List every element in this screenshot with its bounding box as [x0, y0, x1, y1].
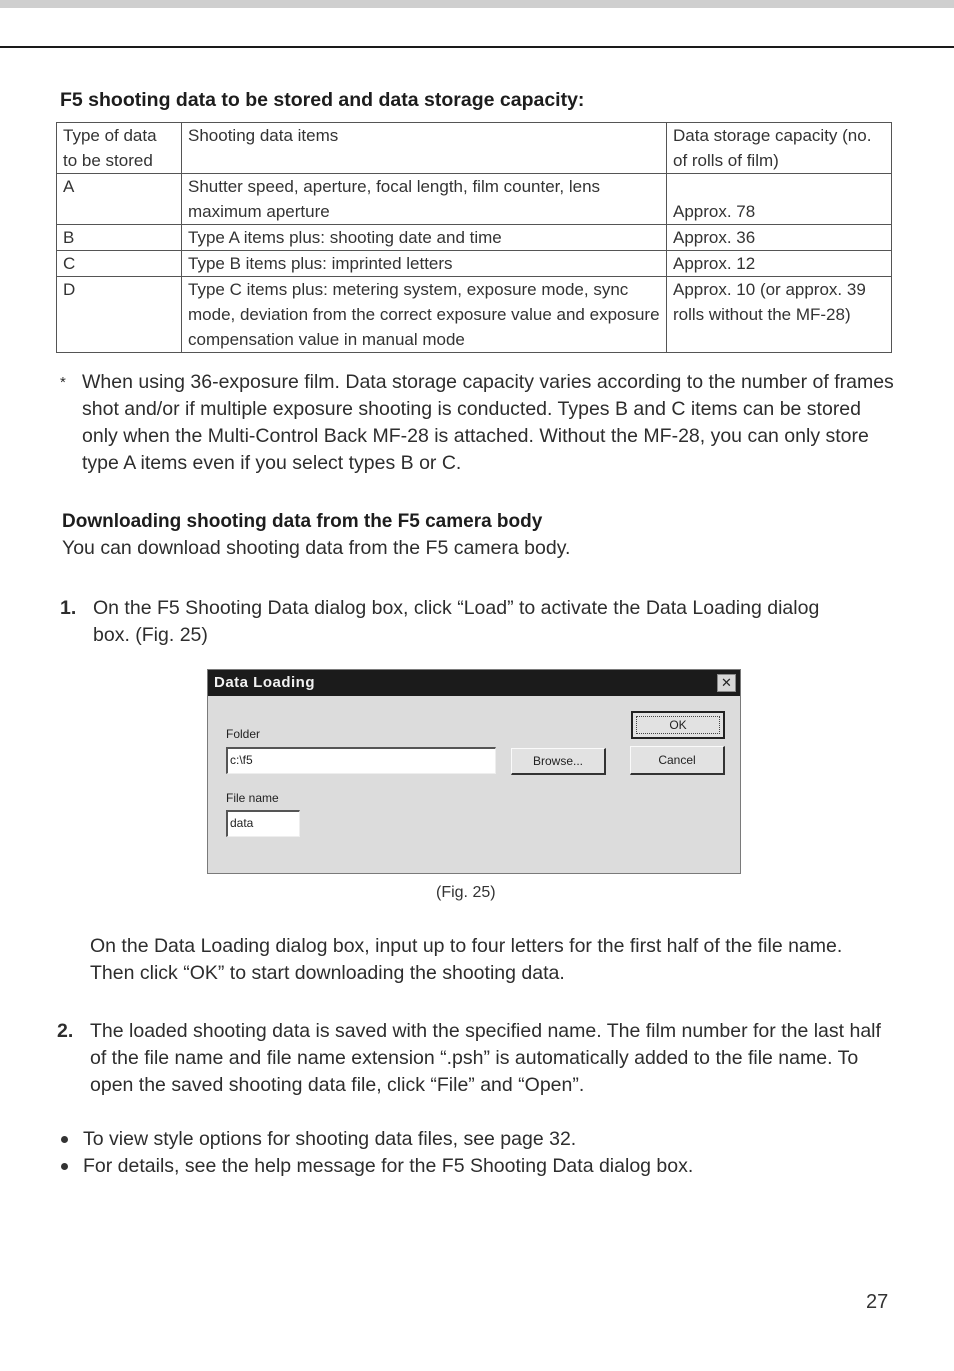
top-edge-strip [0, 0, 954, 8]
page-number: 27 [866, 1291, 889, 1313]
row-type: A [57, 174, 182, 225]
table-header-row [57, 123, 892, 174]
step-text: The loaded shooting data is saved with the specified name. The film number for the last half of the file name and file name extension “.psh” is automatically added to the file name. To open the saved shooting data file, click “File” and “Open”. [90, 1020, 881, 1096]
followup-text: On the Data Loading dialog box, input up to four letters for the first half of the file name. Then click “OK” to start downloading the shooting data. [90, 935, 843, 984]
header-items: Shooting data items [182, 123, 667, 174]
step-1-followup [90, 933, 890, 987]
row-type: D [57, 277, 182, 353]
footnote-text: When using 36-exposure film. Data storage capacity varies according to the number of frames shot and/or if multiple exposure shooting is conducted. Types B and C items can be stored only when the Multi-Control Back MF-28 is attached. Without the MF-28, you can only store type A items even if you select types B or C. [82, 371, 894, 474]
ok-button[interactable] [631, 711, 725, 739]
step-number: 2. [57, 1020, 74, 1042]
row-type: B [57, 225, 182, 251]
tips-list [60, 1126, 693, 1180]
row-items: Shutter speed, aperture, focal length, film counter, lens maximum aperture [182, 174, 667, 225]
row-items: Type A items plus: shooting date and time [182, 225, 667, 251]
list-item-text: To view style options for shooting data files, see page 32. [83, 1128, 577, 1150]
cancel-button-label: Cancel [658, 753, 696, 767]
row-type: C [57, 251, 182, 277]
header-type: Type of data to be stored [57, 123, 182, 174]
row-capacity: Approx. 36 [667, 225, 892, 251]
row-capacity: Approx. 10 (or approx. 39 rolls without the MF-28) [667, 277, 892, 353]
download-intro: You can download shooting data from the F5 camera body. [62, 537, 571, 559]
storage-capacity-table [56, 122, 892, 353]
browse-button-label: Browse... [532, 754, 583, 768]
folder-input[interactable]: c:\f5 [226, 747, 496, 774]
step-1 [60, 595, 860, 649]
step-number: 1. [60, 597, 77, 619]
figure-caption: (Fig. 25) [436, 884, 496, 901]
ok-button-label: OK [669, 718, 687, 732]
step-2 [57, 1018, 887, 1099]
row-items: Type B items plus: imprinted letters [182, 251, 667, 277]
filename-label: File name [226, 791, 279, 805]
header-capacity: Data storage capacity (no. of rolls of film) [667, 123, 892, 174]
step-text: On the F5 Shooting Data dialog box, click “Load” to activate the Data Loading dialog box. (Fig. 25) [93, 597, 820, 646]
table-row [57, 225, 892, 251]
browse-button[interactable] [511, 748, 606, 775]
bullet-icon [61, 1136, 68, 1143]
footnote-marker: * [60, 374, 66, 391]
row-items: Type C items plus: metering system, exposure mode, sync mode, deviation from the correct exposure value and exposure compensation value in manual mode [182, 277, 667, 353]
section-title: F5 shooting data to be stored and data storage capacity: [60, 89, 585, 111]
row-capacity: Approx. 12 [667, 251, 892, 277]
close-icon[interactable]: ✕ [717, 674, 736, 692]
list-item [60, 1153, 693, 1180]
dialog-titlebar [208, 670, 740, 696]
bullet-icon [61, 1163, 68, 1170]
footnote [60, 369, 900, 477]
list-item-text: For details, see the help message for the F5 Shooting Data dialog box. [83, 1155, 694, 1177]
folder-label: Folder [226, 727, 261, 741]
table-row [57, 277, 892, 353]
table-row [57, 251, 892, 277]
cancel-button[interactable] [630, 746, 725, 775]
filename-input[interactable]: data [226, 810, 300, 837]
data-loading-dialog [207, 669, 741, 874]
header-rule [0, 46, 954, 48]
row-capacity: Approx. 78 [667, 174, 892, 225]
list-item [60, 1126, 693, 1153]
dialog-title: Data Loading [214, 674, 316, 691]
download-heading: Downloading shooting data from the F5 camera body [62, 511, 543, 532]
table-row [57, 174, 892, 225]
